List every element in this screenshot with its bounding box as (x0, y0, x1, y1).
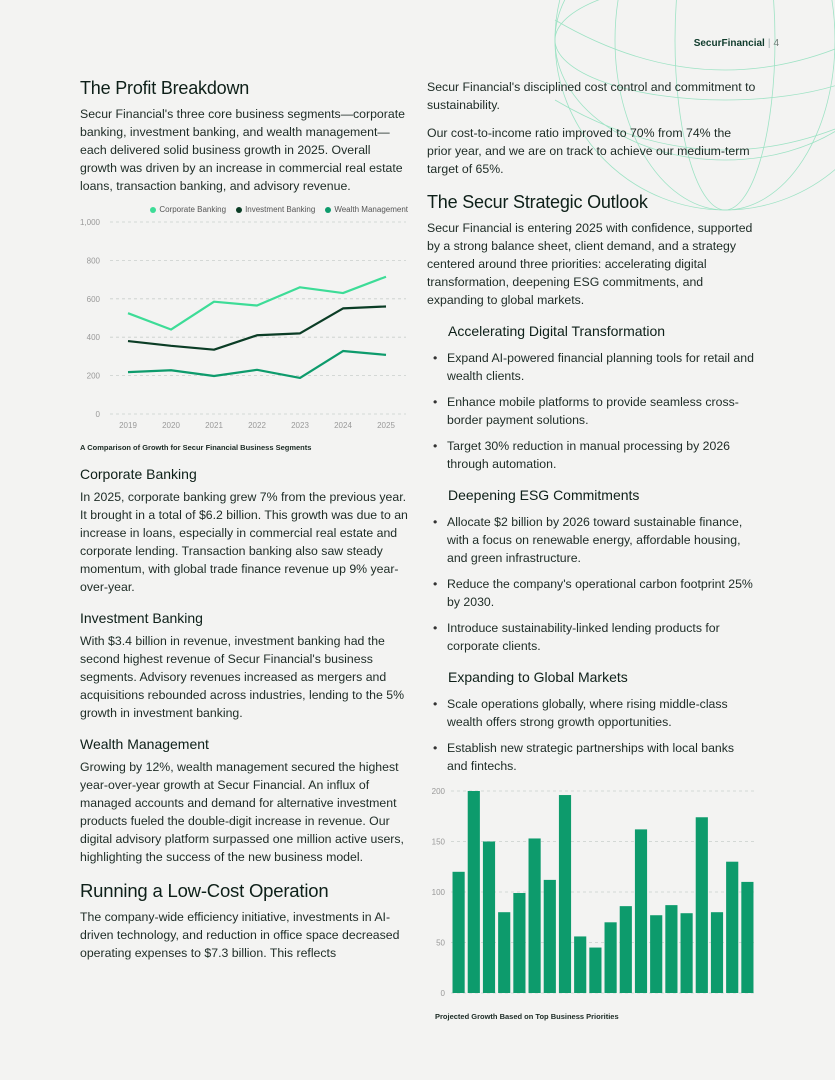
esg-list (427, 513, 757, 655)
right-column (427, 78, 757, 1033)
page-header (694, 38, 779, 49)
bullet: • (433, 395, 438, 409)
bar (665, 905, 677, 993)
list-item (427, 513, 757, 567)
x-tick-label: 2025 (377, 421, 395, 430)
bullet: • (433, 515, 438, 529)
wealth-body: Growing by 12%, wealth management secured the highest year-over-year growth at Secur Financial. An influx of managed accounts and demand for alternative investment products fueled the double-digit increase in revenue. Our digital advisory platform surpassed one million active users, highlighting the success of the new business model. (80, 760, 404, 864)
left-column (80, 78, 408, 972)
bar (544, 880, 556, 993)
profit-title: The Profit Breakdown (80, 78, 250, 98)
list-item (427, 619, 757, 655)
bar (513, 893, 525, 993)
bar-chart-caption: Projected Growth Based on Top Business Priorities (435, 1012, 619, 1021)
corporate-body: In 2025, corporate banking grew 7% from the previous year. It brought in a total of $6.2 billion. This growth was due to an increase in loans, especially in commercial real estate and corporate lending. Transaction banking also saw steady momentum, with global trade finance revenue up 9% year-over-year. (80, 490, 408, 594)
list-item-text: Target 30% reduction in manual processing by 2026 through automation. (447, 439, 731, 471)
line-chart (80, 214, 408, 436)
bullet: • (433, 697, 438, 711)
list-item-text: Establish new strategic partnerships with local banks and fintechs. (447, 741, 735, 773)
ratio-body: Our cost-to-income ratio improved to 70% from 74% the prior year, and we are on track to achieve our medium-term target of 65%. (427, 126, 750, 176)
continued-body: Secur Financial's disciplined cost control and commitment to sustainability. (427, 80, 756, 112)
list-item-text: Allocate $2 billion by 2026 toward sustainable finance, with a focus on renewable energy, affordable housing, and green infrastructure. (447, 515, 743, 565)
y-tick-label: 600 (86, 294, 100, 304)
bullet: • (433, 741, 438, 755)
y-tick-label: 400 (86, 333, 100, 343)
bar (650, 915, 662, 993)
header-separator: | (767, 38, 771, 49)
bar (529, 838, 541, 993)
bullet: • (433, 621, 438, 635)
bar (605, 922, 617, 993)
esg-title: Deepening ESG Commitments (448, 487, 640, 503)
investment-title: Investment Banking (80, 610, 203, 626)
brand-name: SecurFinancial (693, 38, 765, 49)
y-tick-label: 50 (436, 938, 445, 948)
list-item (427, 739, 757, 775)
bar (681, 913, 693, 993)
wealth-title: Wealth Management (80, 736, 209, 752)
bullet: • (433, 351, 438, 365)
x-tick-label: 2023 (291, 421, 309, 430)
list-item-text: Introduce sustainability-linked lending products for corporate clients. (447, 621, 720, 653)
corporate-title: Corporate Banking (80, 466, 197, 482)
legend-label: Wealth Management (334, 205, 408, 214)
x-tick-label: 2022 (248, 421, 266, 430)
y-tick-label: 100 (431, 888, 445, 897)
outlook-body: Secur Financial is entering 2025 with confidence, supported by a strong balance sheet, client demand, and a strategy centered around three priorities: accelerating digital transformation, deepening ESG commitments, and expanding to global markets. (427, 221, 753, 307)
legend-item-wealth (325, 205, 408, 214)
bar (468, 791, 480, 993)
bar (696, 817, 708, 993)
bar (453, 872, 465, 993)
bullet: • (433, 577, 438, 591)
list-item-text: Expand AI-powered financial planning tools for retail and wealth clients. (447, 351, 754, 383)
line-chart-legend (80, 205, 408, 214)
y-tick-label: 150 (431, 837, 445, 847)
line-chart-caption: A Comparison of Growth for Secur Financial Business Segments (80, 443, 312, 452)
bar (483, 842, 495, 994)
series-line (128, 351, 386, 378)
investment-body: With $3.4 billion in revenue, investment banking had the second highest revenue of Secur Financial's business segments. Advisory revenues increased as mergers and acquisitions rebounded across industries, lending to the 5% growth in investment banking. (80, 634, 405, 720)
bar (559, 795, 571, 993)
bar (635, 829, 647, 993)
bar (711, 912, 723, 993)
bar-chart (427, 783, 757, 1005)
y-tick-label: 1,000 (80, 218, 100, 227)
lowcost-body: The company-wide efficiency initiative, investments in AI-driven technology, and reduction in office space decreased operating expenses to $7.3 billion. This reflects (80, 910, 400, 960)
list-item-text: Reduce the company's operational carbon footprint 25% by 2030. (447, 577, 753, 609)
series-line (128, 277, 386, 330)
bar (498, 912, 510, 993)
y-tick-label: 200 (86, 371, 100, 381)
legend-dot (150, 207, 156, 213)
x-tick-label: 2024 (334, 421, 352, 430)
x-tick-label: 2021 (205, 421, 223, 430)
list-item (427, 393, 757, 429)
list-item-text: Scale operations globally, where rising middle-class wealth offers strong growth opportunities. (447, 697, 728, 729)
legend-label: Investment Banking (245, 205, 316, 214)
y-tick-label: 0 (95, 410, 100, 419)
legend-dot (236, 207, 242, 213)
legend-label: Corporate Banking (159, 205, 227, 214)
bar (574, 936, 586, 993)
list-item (427, 349, 757, 385)
list-item-text: Enhance mobile platforms to provide seamless cross-border payment solutions. (447, 395, 739, 427)
legend-item-corporate (150, 205, 226, 214)
legend-dot (325, 207, 331, 213)
lowcost-title: Running a Low-Cost Operation (80, 880, 329, 901)
outlook-title: The Secur Strategic Outlook (427, 192, 648, 212)
list-item (427, 437, 757, 473)
x-tick-label: 2020 (162, 421, 180, 430)
y-tick-label: 0 (440, 989, 445, 998)
digital-title: Accelerating Digital Transformation (448, 323, 666, 339)
bar (589, 948, 601, 993)
bullet: • (433, 439, 438, 453)
bar (620, 906, 632, 993)
global-list (427, 695, 757, 775)
global-title: Expanding to Global Markets (448, 669, 628, 685)
list-item (427, 695, 757, 731)
profit-body: Secur Financial's three core business segments—corporate banking, investment banking, and wealth management—each delivered solid business growth in 2025. Overall growth was driven by an increase in commercial real estate loans, transaction banking, and advisory revenue. (80, 107, 405, 193)
digital-list (427, 349, 757, 473)
bar (741, 882, 753, 993)
y-tick-label: 200 (431, 787, 445, 796)
bar (726, 862, 738, 993)
y-tick-label: 800 (86, 256, 100, 266)
x-tick-label: 2019 (119, 421, 137, 430)
page-number: 4 (773, 38, 779, 49)
legend-item-investment (236, 205, 315, 214)
list-item (427, 575, 757, 611)
